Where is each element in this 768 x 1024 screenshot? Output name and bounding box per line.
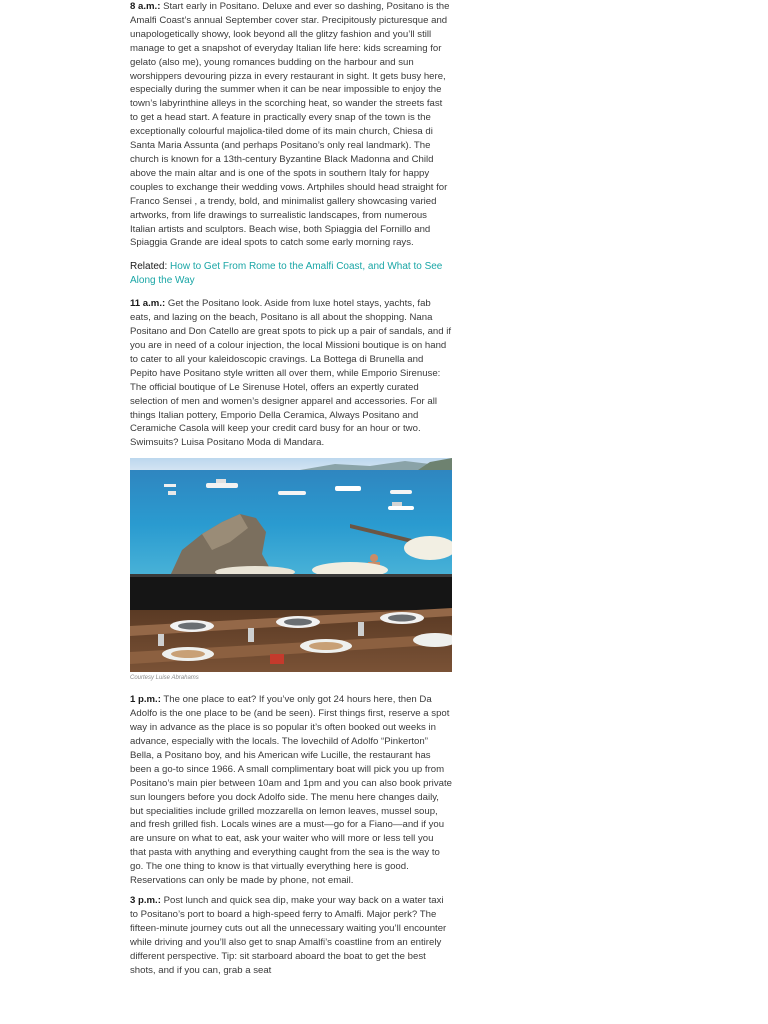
paragraph-8am-text: Start early in Positano. Deluxe and ever so dashing, Positano is the Amalfi Coast’s annual September cover star. Precipitously picturesque and unapologetically showy, look beyond all the glitzy fashion and you’ll still manage to get a snapshot of everyday Italian life here: kids screaming for gelato (also me), young romances budding on the harbour and sun worshippers devouring pizza in every restaurant in sight. It gets busy here, especially during the summer when it can be near impossible to enjoy the town’s labyrinthine alleys in the scorching heat, so wander the streets fast to get a head start. A feature in practically every snap of the town is the exceptionally colourful majolica-tiled dome of its main church, Chiesa di Santa Maria Assunta (and perhaps Positano’s only real landmark). The church is known for a 13th-century Byzantine Black Madonna and Child above the main altar and is one of the spots in southern Italy for happy couples to exchange their wedding vows. Artphiles should head straight for Franco Sensei , a trendy, bold, and minimalist gallery showcasing varied artworks, from life drawings to surrealistic landscapes, from numerous Italian artists and sculptors. Beach wise, both Spiaggia del Fornillo and Spiaggia Grande are ideal spots to catch some early morning rays. <box>130 1 450 249</box>
article-body <box>130 0 452 983</box>
time-label-1pm: 1 p.m.: <box>130 694 161 706</box>
paragraph-11am-text: Get the Positano look. Aside from luxe hotel stays, yachts, fab eats, and lazing on the beach, Positano is all about the shopping. Nana Positano and Don Catello are great spots to pick up a pair of sandals, and if you are in need of a colour injection, the local Missioni boutique is on hand to cater to all your kaleidoscopic cravings. La Bottega di Brunella and Pepito have Positano style written all over them, while Emporio Sirenuse: The official boutique of Le Sirenuse Hotel, offers an expertly curated selection of men and women’s designer apparel and accessories. For all things Italian pottery, Emporio Della Ceramica, Always Positano and Ceramiche Casola will keep your credit card busy for an hour or two. Swimsuits? Luisa Positano Moda di Mandara. <box>130 298 452 449</box>
restaurant-sea-view-photo <box>130 458 452 672</box>
related-article <box>130 260 452 288</box>
time-label-3pm: 3 p.m.: <box>130 894 161 906</box>
related-article-link[interactable]: How to Get From Rome to the Amalfi Coast, and What to See Along the Way <box>130 261 443 287</box>
time-label-11am: 11 a.m.: <box>130 298 166 310</box>
related-label: Related: <box>130 261 171 273</box>
paragraph-8am <box>130 0 452 250</box>
paragraph-1pm-text: The one place to eat? If you’ve only got 24 hours here, then Da Adolfo is the one place to be (and be seen). First things first, reserve a spot way in advance as the place is so popular it’s often booked out weeks in advance, especially with the locals. The lovechild of Adolfo “Pinkerton” Bella, a Positano boy, and his American wife Lucille, the restaurant has been a go-to since 1966. A small complimentary boat will pick you up from Positano’s main pier between 10am and 1pm and you can also book private sun loungers before you dock Adolfo side. The menu here changes daily, but specialities include grilled mozzarella on lemon leaves, mussel soup, and fresh grilled fish. Locals wines are a must—go for a Fiano—and if you are unsure on what to eat, ask your waiter who will more or less tell you that pasta with anything and everything caught from the sea is the way to go. The one thing to know is that virtually everything here is good. Reservations can only be made by phone, not email. <box>130 694 452 887</box>
paragraph-3pm <box>130 894 452 977</box>
paragraph-11am <box>130 297 452 450</box>
time-label-8am: 8 a.m.: <box>130 1 161 12</box>
paragraph-3pm-text: Post lunch and quick sea dip, make your way back on a water taxi to Positano’s port to board a high-speed ferry to Amalfi. Major perk? The fifteen-minute journey cuts out all the unnecessary waiting you’ll encounter while driving and you’ll also get to snap Amalfi’s coastline from an entirely different perspective. Tip: sit starboard aboard the boat to get the best shots, and if you can, grab a seat <box>130 894 447 976</box>
photo-credit: Courtesy Luise Abrahams <box>130 675 199 682</box>
paragraph-1pm <box>130 693 452 888</box>
